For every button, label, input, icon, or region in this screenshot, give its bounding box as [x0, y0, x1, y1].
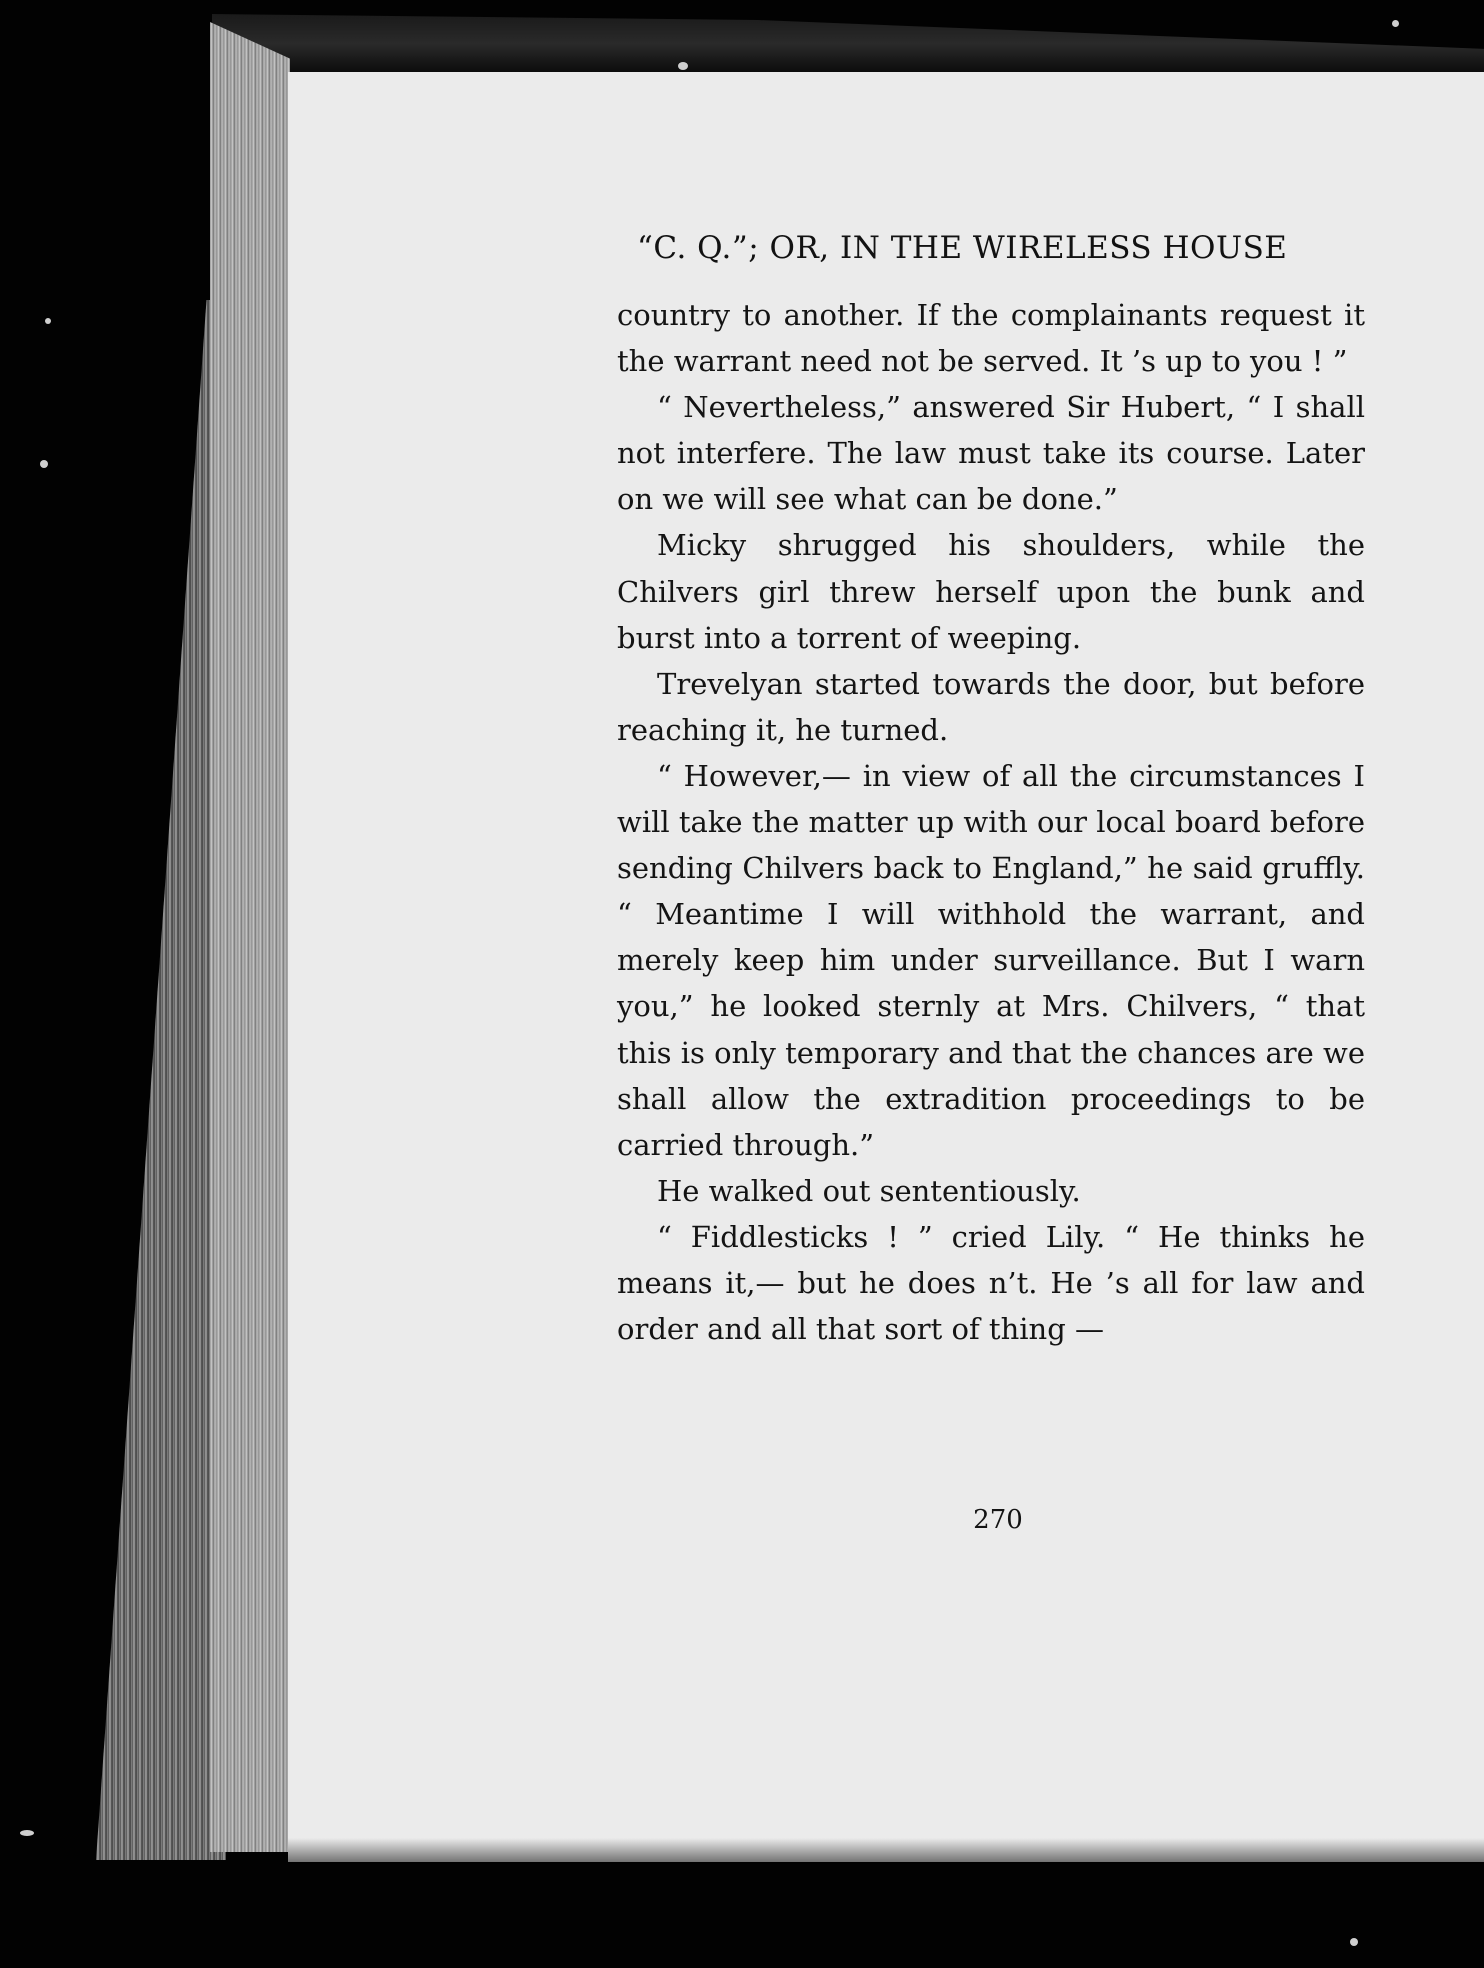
dust-speck [678, 62, 688, 70]
dust-speck [1392, 20, 1399, 27]
running-head: “C. Q.”; OR, IN THE WIRELESS HOUSE [637, 230, 1288, 266]
dust-speck [1350, 1938, 1358, 1946]
book-page-edges-outer [96, 300, 226, 1860]
book-page-edges [210, 22, 290, 1852]
paragraph: He walked out sententiously. [657, 1173, 1081, 1208]
paragraph: “ Fiddlesticks ! ” cried Lily. “ He thinks he means it,— but he does n’t. He ’s all for law and order and all that sort of thing — [617, 1219, 1365, 1347]
paragraph: Micky shrugged his shoulders, while the Chilvers girl threw herself upon the bunk and burst into a torrent of weeping. [617, 528, 1365, 655]
page-number: 270 [973, 1505, 1023, 1535]
dust-speck [45, 318, 51, 324]
page-bottom-shadow [288, 1838, 1484, 1864]
paragraph: Trevelyan started towards the door, but before reaching it, he turned. [617, 666, 1365, 747]
dust-speck [40, 460, 48, 468]
dust-speck [20, 1830, 34, 1836]
book-cover-top [212, 14, 1484, 74]
paragraph: “ Nevertheless,” answered Sir Hubert, “ I shall not interfere. The law must take its course. Later on we will see what can be done.” [617, 390, 1365, 517]
page-body [617, 292, 1365, 1352]
paragraph: “ However,— in view of all the circumstances I will take the matter up with our local board before sending Chilvers back to England,” he said gruffly. “ Meantime I will withhold the warrant, and merely keep him under surveillance. But I warn you,” he looked sternly at Mrs. Chilvers, “ that this is only temporary and that the chances are we shall allow the extradition proceedings to be carried through.” [617, 758, 1365, 1162]
paragraph: country to another. If the complainants request it the warrant need not be served. It ’s up to you ! ” [617, 298, 1365, 379]
